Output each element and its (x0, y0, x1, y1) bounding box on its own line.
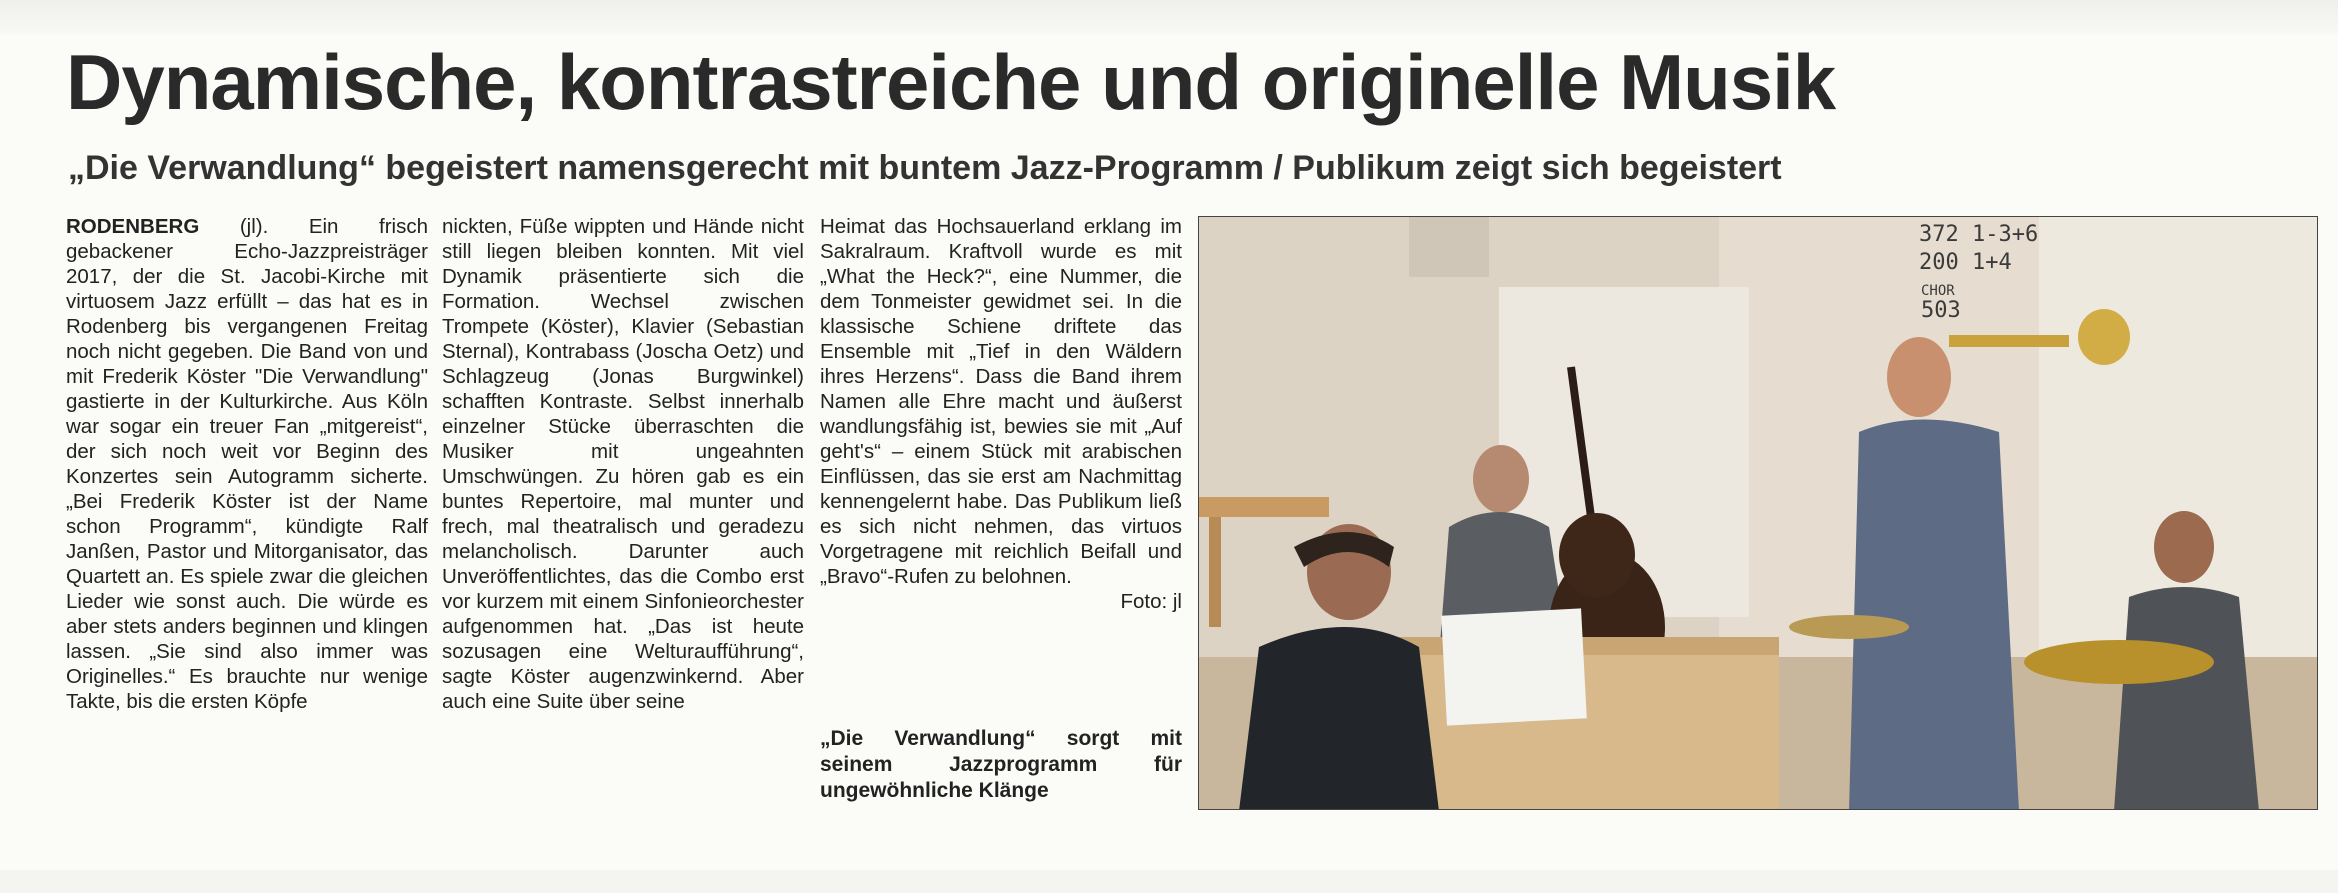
subheadline: „Die Verwandlung“ begeistert namensgerecht mit buntem Jazz-Programm / Publikum zeigt sich begeistert (68, 149, 1782, 187)
board-line-4: 503 (1921, 298, 1961, 323)
column-1-text: (jl). Ein frisch gebackener Echo-Jazzpreisträger 2017, der die St. Jacobi-Kirche mit virtuosem Jazz erfüllt – das hat es in Rodenberg bis vergangenen Freitag noch nicht gegeben. Die Band von und mit Frederik Köster "Die Verwandlung" gastierte in der Kulturkirche. Aus Köln war sogar ein treuer Fan „mitgereist“, der sich noch weit vor Beginn des Konzertes sein Autogramm sicherte. „Bei Frederik Köster ist der Name schon Programm“, kündigte Ralf Janßen, Pastor und Mitorganisator, das Quartett an. Es spiele zwar die gleichen Lieder wie sonst auch. Die würde es aber stets anders beginnen und klingen lassen. „Sie sind also immer was Originelles.“ Es brauchte nur wenige Takte, bis die ersten Köpfe (66, 215, 428, 713)
article-column-2: nickten, Füße wippten und Hände nicht still liegen bleiben konnten. Mit viel Dynamik präsentierte sich die Formation. Wechsel zwischen Trompete (Köster), Klavier (Sebastian Sternal), Kontrabass (Joscha Oetz) und Schlagzeug (Jonas Burgwinkel) schafften Kontraste. Selbst innerhalb einzelner Stücke überraschten die Musiker mit ungeahnten Umschwüngen. Zu hören gab es ein buntes Repertoire, mal munter und frech, mal theatralisch und geradezu melancholisch. Darunter auch Unveröffentlichtes, das die Combo erst vor kurzem mit einem Sinfonieorchester aufgenommen hat. „Das ist heute sozusagen eine Welturaufführung“, sagte Köster augenzwinkernd. Aber auch eine Suite über seine (442, 215, 804, 713)
photo-caption: „Die Verwandlung“ sorgt mit seinem Jazzprogramm für ungewöhnliche Klänge (820, 727, 1182, 802)
photo-credit: Foto: jl (1120, 590, 1182, 613)
scan-edge (0, 0, 2338, 34)
band-photo (1198, 216, 2318, 810)
window (1409, 217, 1489, 277)
headline: Dynamische, kontrastreiche und originelle Musik (66, 38, 1836, 126)
board-line-2: 200 1+4 (1919, 250, 2012, 275)
article-column-3 (820, 214, 1182, 614)
sheet-music (1441, 608, 1587, 725)
article-column-1 (66, 214, 428, 714)
cymbal (2024, 640, 2214, 684)
pew (1199, 497, 1329, 517)
board-line-3: CHOR (1921, 283, 1955, 299)
scan-bottom-edge (0, 870, 2338, 893)
dateline: RODENBERG (66, 215, 200, 238)
board-line-1: 372 1-3+6 (1919, 222, 2039, 247)
column-3-text: Heimat das Hochsauerland erklang im Sakralraum. Kraftvoll wurde es mit „What the Heck?“, eine Nummer, die dem Tonmeister gewidmet sei. In die klassische Schiene driftete das Ensemble mit „Tief in den Wäldern ihres Herzens“. Dass die Band ihrem Namen alle Ehre macht und äußerst wandlungsfähig ist, bewies sie mit „Auf geht's“ – einem Stück mit arabischen Einflüssen, das sie erst am Nachmittag kennengelernt habe. Das Publikum ließ es sich nicht nehmen, das virtuos Vorgetragene mit reichlich Beifall und „Bravo“-Rufen zu belohnen. (820, 215, 1182, 588)
band-photo-illustration (1199, 217, 2318, 810)
trumpet (1949, 335, 2069, 347)
